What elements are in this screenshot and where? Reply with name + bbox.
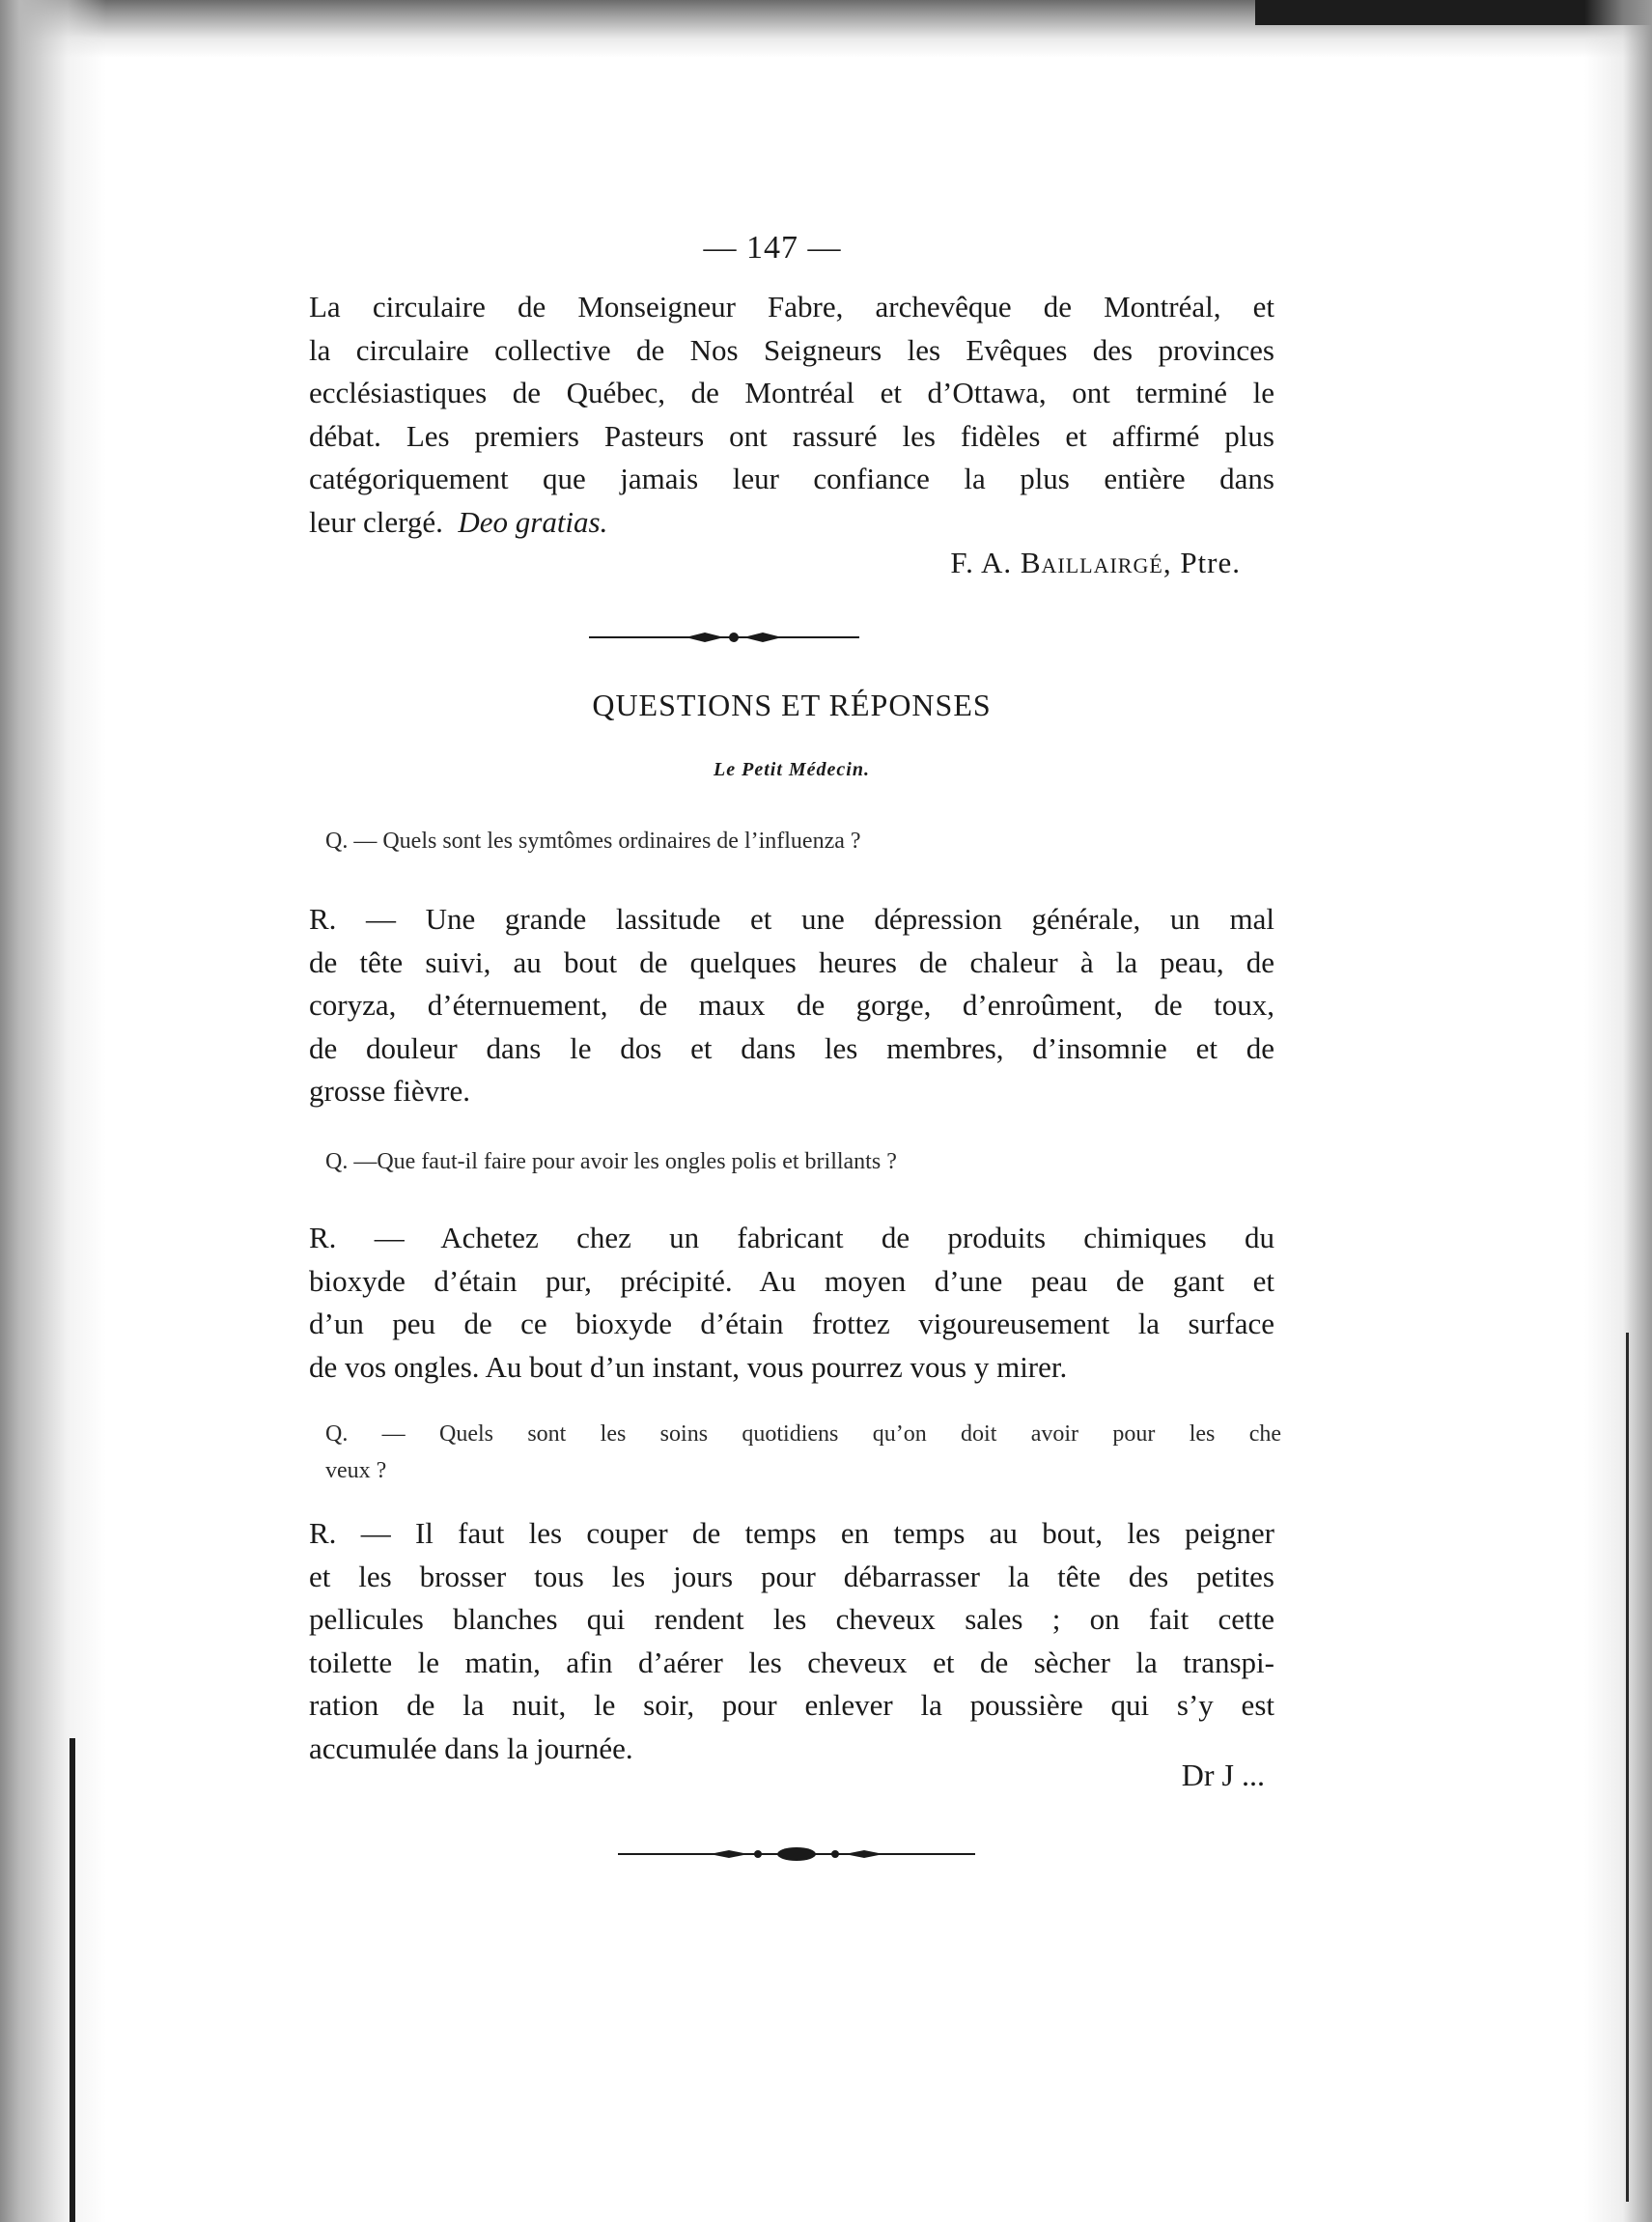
text-line: accumulée dans la journée. <box>309 1730 633 1765</box>
signature-name: Baillairgé <box>1020 546 1163 579</box>
text-line: de tête suivi, au bout de quelques heures de chaleur à la peau, de <box>309 944 1274 979</box>
answer <box>309 1512 1274 1770</box>
scan-edge-right-line <box>1626 1333 1629 2202</box>
text-line: pellicules blanches qui rendent les cheveux sales ; on fait cette <box>309 1602 1274 1636</box>
scan-edge-left <box>0 0 106 2222</box>
section-subheading: Le Petit Médecin. <box>714 759 870 780</box>
text-line: d’un peu de ce bioxyde d’étain frottez vigoureusement la surface <box>309 1307 1274 1340</box>
answer <box>309 1217 1274 1389</box>
text-line: la circulaire collective de Nos Seigneurs les Evêques des provinces <box>309 332 1274 367</box>
ornament-divider <box>618 1844 975 1864</box>
signature <box>869 546 1241 580</box>
ornament-divider <box>589 628 859 647</box>
text-line <box>309 501 1274 545</box>
text-line: et les brosser tous les jours pour débarrasser la tête des petites <box>309 1559 1274 1593</box>
question-line: Q. — Quels sont les symtômes ordinaires de l’influenza ? <box>325 829 861 854</box>
signature-title: , Ptre. <box>1162 546 1241 579</box>
text-line: coryza, d’éternuement, de maux de gorge, d’enroûment, de toux, <box>309 988 1274 1022</box>
question-line: Q. — Quels sont les soins quotidiens qu’on doit avoir pour les che <box>325 1421 1281 1447</box>
question <box>325 1416 1281 1489</box>
text-line: toilette le matin, afin d’aérer les cheveux et de sècher la transpi- <box>309 1645 1274 1679</box>
text-line: de vos ongles. Au bout d’un instant, vous pourrez vous y mirer. <box>309 1349 1068 1384</box>
answer <box>309 898 1274 1113</box>
text-line: R. — Achetez chez un fabricant de produits chimiques du <box>309 1221 1274 1254</box>
page-number: — 147 — <box>703 230 842 266</box>
text-line: grosse fièvre. <box>309 1074 470 1108</box>
scan-edge-left-line <box>70 1738 75 2222</box>
text-line: La circulaire de Monseigneur Fabre, archevêque de Montréal, et <box>309 290 1274 323</box>
author-signature: Dr J ... <box>1181 1758 1265 1792</box>
text-line: catégoriquement que jamais leur confiance la plus entière dans <box>309 462 1274 495</box>
intro-paragraph <box>309 286 1274 544</box>
question <box>325 823 1281 859</box>
text-line: ecclésiastiques de Québec, de Montréal et d’Ottawa, ont terminé le <box>309 376 1274 409</box>
latin-phrase: Deo gratias. <box>458 504 608 539</box>
text-line: R. — Une grande lassitude et une dépression générale, un mal <box>309 902 1274 936</box>
text-fragment: leur clergé. <box>309 504 443 539</box>
signature-initials: F. A. <box>950 546 1013 579</box>
section-heading: QUESTIONS ET RÉPONSES <box>592 688 992 722</box>
question-line: Q. —Que faut-il faire pour avoir les ongles polis et brillants ? <box>325 1149 897 1174</box>
question <box>325 1143 1281 1180</box>
question-line: veux ? <box>325 1458 387 1483</box>
text-line: de douleur dans le dos et dans les membres, d’insomnie et de <box>309 1030 1274 1065</box>
text-line: débat. Les premiers Pasteurs ont rassuré les fidèles et affirmé plus <box>309 418 1274 453</box>
text-line: bioxyde d’étain pur, précipité. Au moyen d’une peau de gant et <box>309 1263 1274 1298</box>
scan-edge-right <box>1584 0 1652 2222</box>
text-line: R. — Il faut les couper de temps en temps au bout, les peigner <box>309 1516 1274 1550</box>
text-line: ration de la nuit, le soir, pour enlever la poussière qui s’y est <box>309 1688 1274 1722</box>
